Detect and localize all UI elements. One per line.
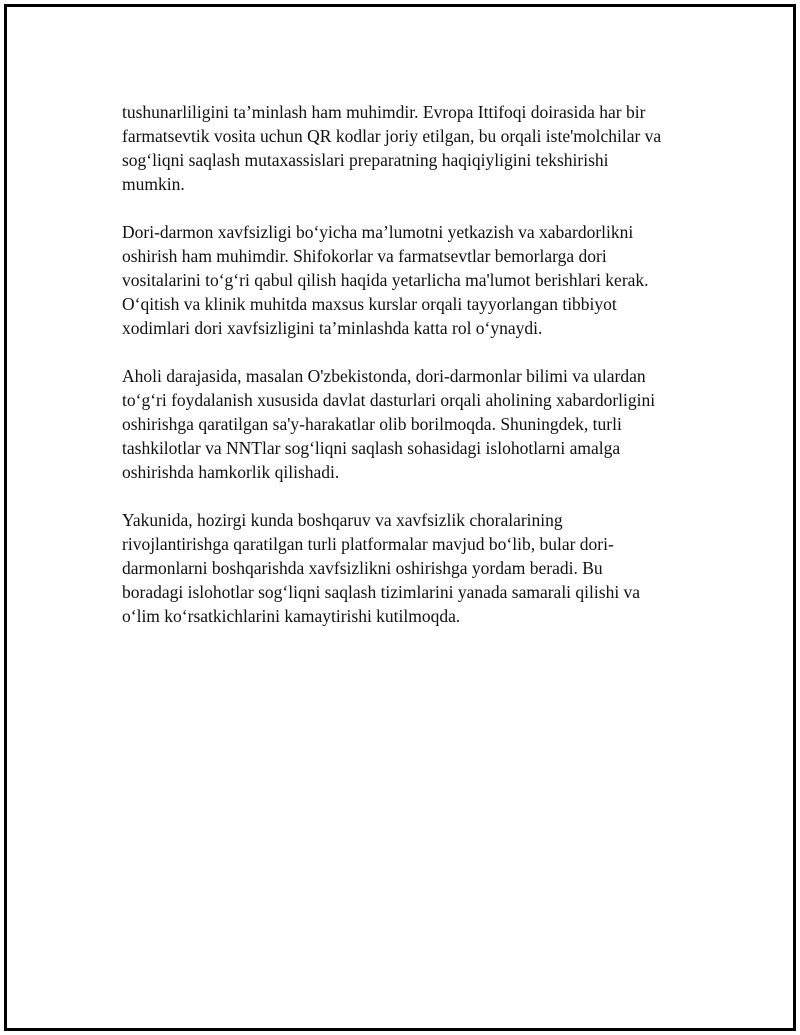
paragraph-1	[122, 100, 707, 196]
text-line: darmonlarni boshqarishda xavfsizlikni oshirishga yordam beradi. Bu	[122, 558, 603, 578]
text-line: o‘lim ko‘rsatkichlarini kamaytirishi kutilmoqda.	[122, 606, 461, 626]
text-line: Aholi darajasida, masalan O'zbekistonda, dori-darmonlar bilimi va ulardan	[122, 366, 646, 386]
page-body	[122, 100, 707, 652]
text-line: oshirish ham muhimdir. Shifokorlar va farmatsevtlar bemorlarga dori	[122, 246, 607, 266]
text-line: Yakunida, hozirgi kunda boshqaruv va xavfsizlik choralarining	[122, 510, 563, 530]
text-line: vositalarini to‘g‘ri qabul qilish haqida yetarlicha ma'lumot berishlari kerak.	[122, 270, 649, 290]
paragraph-4	[122, 508, 707, 628]
text-line: sog‘liqni saqlash mutaxassislari preparatning haqiqiyligini tekshirishi	[122, 150, 609, 170]
text-line: to‘g‘ri foydalanish xususida davlat dasturlari orqali aholining xabardorligini	[122, 390, 656, 410]
text-line: xodimlari dori xavfsizligini ta’minlashda katta rol o‘ynaydi.	[122, 318, 543, 338]
text-line: rivojlantirishga qaratilgan turli platformalar mavjud bo‘lib, bular dori-	[122, 534, 614, 554]
text-line: boradagi islohotlar sog‘liqni saqlash tizimlarini yanada samarali qilishi va	[122, 582, 641, 602]
text-line: tushunarliligini ta’minlash ham muhimdir. Evropa Ittifoqi doirasida har bir	[122, 102, 646, 122]
text-line: Dori-darmon xavfsizligi bo‘yicha ma’lumotni yetkazish va xabardorlikni	[122, 222, 634, 242]
text-line: oshirishda hamkorlik qilishadi.	[122, 462, 340, 482]
paragraph-3	[122, 364, 707, 484]
text-line: oshirishga qaratilgan sa'y-harakatlar olib borilmoqda. Shuningdek, turli	[122, 414, 622, 434]
text-line: O‘qitish va klinik muhitda maxsus kurslar orqali tayyorlangan tibbiyot	[122, 294, 617, 314]
text-line: farmatsevtik vosita uchun QR kodlar joriy etilgan, bu orqali iste'molchilar va	[122, 126, 662, 146]
paragraph-2	[122, 220, 707, 340]
text-line: tashkilotlar va NNTlar sog‘liqni saqlash sohasidagi islohotlarni amalga	[122, 438, 621, 458]
text-line: mumkin.	[122, 174, 185, 194]
page-frame	[4, 4, 796, 1031]
